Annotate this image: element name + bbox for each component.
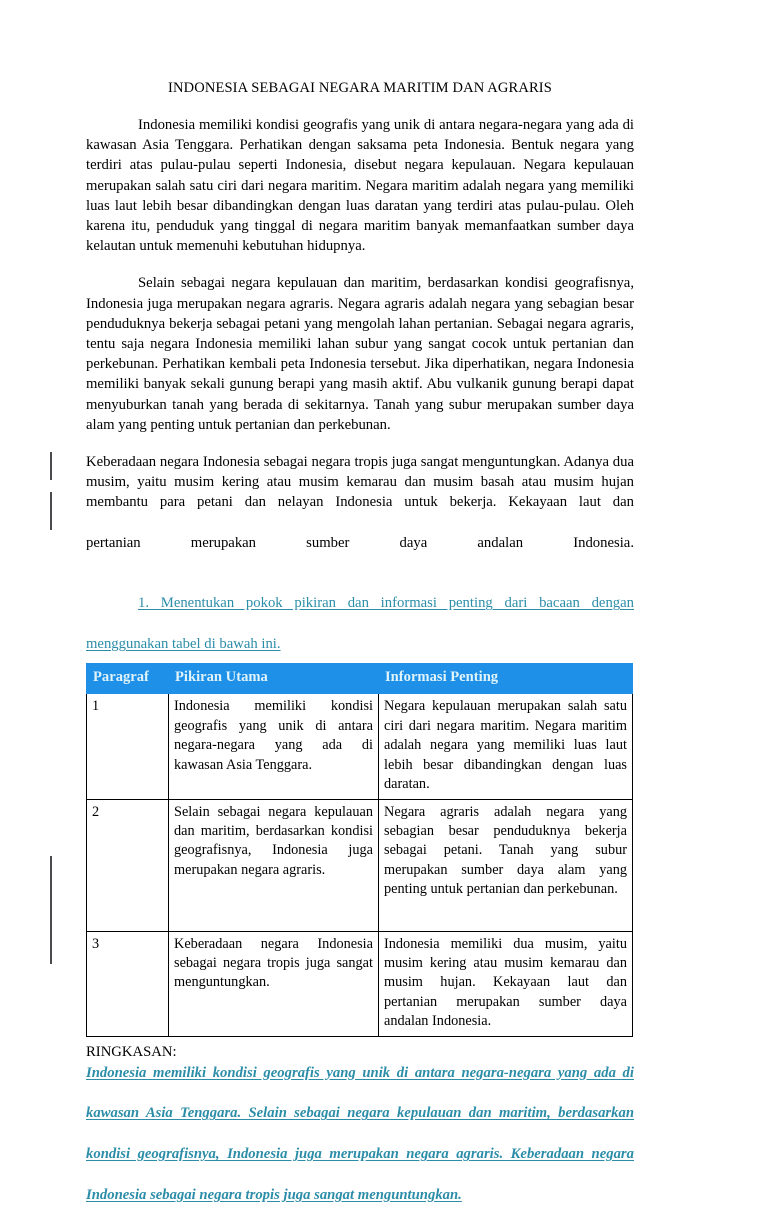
table-row — [87, 799, 633, 931]
document-content — [86, 80, 634, 1205]
change-bar-task-heading — [50, 492, 52, 530]
table-row — [87, 931, 633, 1036]
table-header-informasi-penting: Informasi Penting — [379, 664, 633, 694]
cell-informasi-penting-1: Negara kepulauan merupakan salah satu ciri dari negara maritim. Negara maritim adalah negara yang memiliki luas laut lebih besar dibandingkan dengan luas daratan. — [379, 694, 633, 799]
paragraph-1: Indonesia memiliki kondisi geografis yang unik di antara negara-negara yang ada di kawasan Asia Tenggara. Perhatikan dengan saksama peta Indonesia. Bentuk negara yang terdiri atas pulau-pulau seperti Indonesia, disebut negara kepulauan. Negara kepulauan merupakan salah satu ciri dari negara maritim. Negara maritim adalah negara yang memiliki luas laut lebih besar dibandingkan dengan luas daratan yang terdiri atas pulau-pulau. Oleh karena itu, penduduk yang tinggal di negara maritim banyak memanfaatkan sumber daya kelautan untuk memenuhi kebutuhan hidupnya. — [86, 117, 634, 255]
cell-pikiran-utama-3: Keberadaan negara Indonesia sebagai negara tropis juga sangat menguntungkan. — [169, 931, 379, 1036]
ringkasan-label: RINGKASAN: — [86, 1043, 177, 1060]
ringkasan-line-2: kawasan Asia Tenggara. Selain sebagai negara kepulauan dan maritim, berdasarkan — [86, 1105, 634, 1122]
paragraph-2: Selain sebagai negara kepulauan dan maritim, berdasarkan kondisi geografisnya, Indonesia juga merupakan negara agraris. Negara agraris adalah negara yang sebagian besar penduduknya bekerja sebagai petani yang mengolah lahan pertanian. Sebagai negara agraris, tentu saja negara Indonesia memiliki lahan subur yang sangat cocok untuk pertanian dan perkebunan. Perhatikan kembali peta Indonesia tersebut. Jika diperhatikan, negara Indonesia memiliki banyak sekali gunung berapi yang masih aktif. Abu vulkanik gunung berapi dapat menyuburkan tanah yang berada di sekitarnya. Tanah yang subur merupakan sumber daya alam yang penting untuk pertanian dan perkebunan. — [86, 275, 634, 433]
cell-paragraf-2: 2 — [87, 799, 169, 931]
ringkasan-body — [86, 1063, 634, 1205]
table-header-paragraf: Paragraf — [87, 664, 169, 694]
change-bar-ringkasan — [50, 856, 52, 964]
ringkasan-line-1: Indonesia memiliki kondisi geografis yang unik di antara negara-negara yang ada di — [86, 1064, 634, 1081]
task-heading — [86, 593, 634, 654]
cell-pikiran-utama-1: Indonesia memiliki kondisi geografis yang unik di antara negara-negara yang ada di kawasan Asia Tenggara. — [169, 694, 379, 799]
task-heading-line-1: 1. Menentukan pokok pikiran dan informasi penting dari bacaan dengan — [138, 595, 634, 612]
cell-informasi-penting-3: Indonesia memiliki dua musim, yaitu musim kering atau musim kemarau dan musim hujan. Kekayaan laut dan pertanian merupakan sumber daya andalan Indonesia. — [379, 931, 633, 1036]
table-header-pikiran-utama: Pikiran Utama — [169, 664, 379, 694]
change-bar-paragraph3 — [50, 452, 52, 480]
pokok-pikiran-table — [86, 663, 633, 1036]
cell-informasi-penting-2: Negara agraris adalah negara yang sebagian besar penduduknya bekerja sebagai petani. Tanah yang subur merupakan sumber daya alam yang penting untuk pertanian dan perkebunan. — [379, 799, 633, 931]
document-title: INDONESIA SEBAGAI NEGARA MARITIM DAN AGRARIS — [167, 80, 553, 96]
table-row — [87, 694, 633, 799]
paragraph-3-main: Keberadaan negara Indonesia sebagai negara tropis juga sangat menguntungkan. Adanya dua musim, yaitu musim kering atau musim kemarau dan musim basah atau musim hujan membantu para petani dan nelayan Indonesia untuk bekerja. Kekayaan laut dan — [86, 454, 634, 511]
paragraph-3-final-line: pertanian merupakan sumber daya andalan Indonesia. — [86, 534, 634, 551]
ringkasan-line-3: kondisi geografisnya, Indonesia juga merupakan negara agraris. Keberadaan negara — [86, 1146, 634, 1163]
table-header-row — [87, 664, 633, 694]
paragraph-3 — [86, 452, 634, 573]
task-heading-line-2: menggunakan tabel di bawah ini. — [86, 636, 281, 653]
cell-paragraf-1: 1 — [87, 694, 169, 799]
cell-paragraf-3: 3 — [87, 931, 169, 1036]
cell-pikiran-utama-2: Selain sebagai negara kepulauan dan maritim, berdasarkan kondisi geografisnya, Indonesia juga merupakan negara agraris. — [169, 799, 379, 931]
ringkasan-line-4: Indonesia sebagai negara tropis juga sangat menguntungkan. — [86, 1186, 462, 1203]
